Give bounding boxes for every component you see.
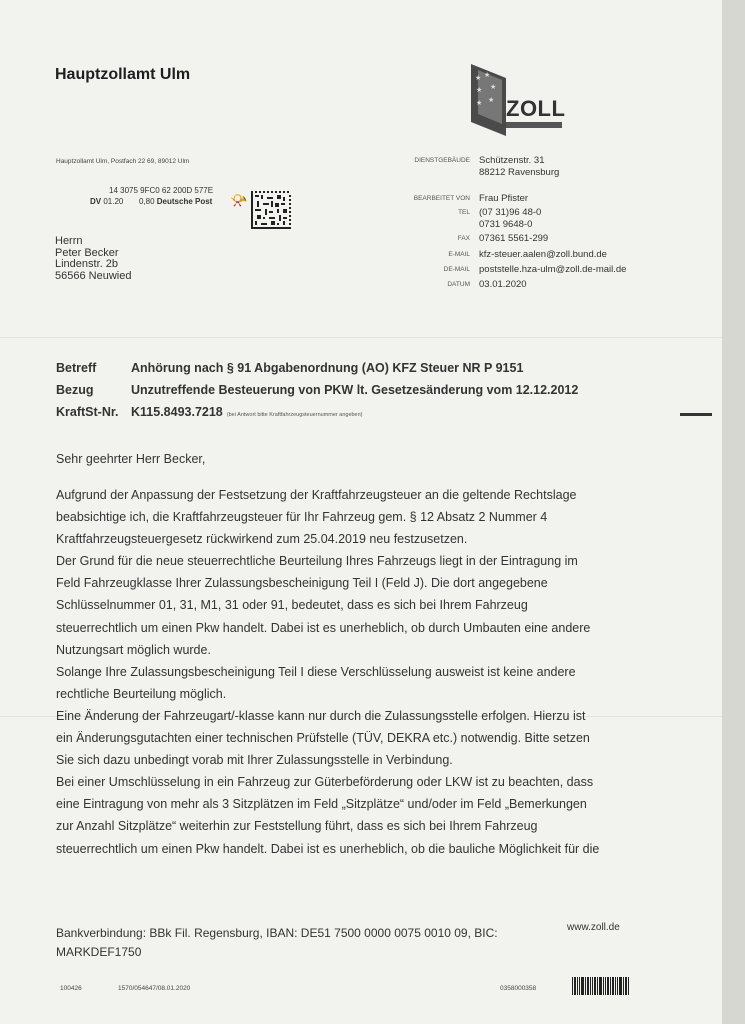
recipient-salutation: Herrn xyxy=(55,235,83,247)
postage-dv: DV xyxy=(90,197,102,206)
body-line: steuerrechtlich um einen Pkw handelt. Dabei ist es unerheblich, ob durch Umbauten eine andere xyxy=(56,620,591,635)
tel-number-1: (07 31)96 48-0 xyxy=(479,207,542,218)
body-line: Solange Ihre Zulassungsbescheinigung Teil I diese Verschlüsselung ausweist ist keine andere xyxy=(56,664,576,679)
tel-label: TEL xyxy=(458,209,470,216)
body-line: Schlüsselnummer 01, 31, M1, 31 oder 91, bedeutet, dass es sich bei Ihrem Fahrzeug xyxy=(56,598,528,613)
body-line: Sie sich dazu unbedingt vorab mit Ihrer Zulassungsstelle in Verbindung. xyxy=(56,753,453,768)
kraftst-number-line xyxy=(131,405,363,419)
post-horn-icon: 📯 xyxy=(230,192,248,208)
office-label: DIENSTGEBÄUDE xyxy=(414,157,470,164)
body-line: Der Grund für die neue steuerrechtliche Beurteilung Ihres Fahrzeugs liegt in der Eintragung im xyxy=(56,554,578,569)
body-line: ein Änderungsgutachten einer technischen Prüfstelle (TÜV, DEKRA etc.) notwendig. Bitte setzen xyxy=(56,731,590,746)
betreff-label: Betreff xyxy=(56,361,97,375)
body-line: Kraftfahrzeugsteuergesetz rückwirkend zum 25.04.2019 neu festzusetzen. xyxy=(56,532,468,547)
handler-label: BEARBEITET VON xyxy=(413,195,470,202)
postage-code: 14 3075 9FC0 62 200D 577E xyxy=(109,186,214,195)
office-line2: 88212 Ravensburg xyxy=(479,167,560,178)
postage-line xyxy=(90,197,212,206)
postage-price: 0,80 xyxy=(138,197,155,206)
kraftst-number: K115.8493.7218 xyxy=(131,405,223,419)
recipient-name: Peter Becker xyxy=(55,246,119,259)
svg-text:★: ★ xyxy=(484,72,491,79)
kraftst-note: (bei Antwort bitte Kraftfahrzeugsteuernummer angeben) xyxy=(226,412,363,418)
body-line: eine Eintragung von mehr als 3 Sitzplätzen im Feld „Sitzplätze“ und/oder im Feld „Bemerkungen xyxy=(56,797,587,812)
bank-details: Bankverbindung: BBk Fil. Regensburg, IBAN: DE51 7500 0000 0075 0010 09, BIC: MARKDEF1750 xyxy=(56,926,498,959)
footer-ref-1: 100426 xyxy=(60,985,82,992)
body-line: Aufgrund der Anpassung der Festsetzung der Kraftfahrzeugsteuer an die geltende Rechtslage xyxy=(56,488,577,502)
betreff-value: Anhörung nach § 91 Abgabenordnung (AO) KFZ Steuer NR P 9151 xyxy=(131,361,524,375)
recipient-address xyxy=(55,236,131,282)
recipient-city: 56566 Neuwied xyxy=(55,269,132,282)
body-line: rechtliche Beurteilung möglich. xyxy=(56,686,227,701)
body-line: Nutzungsart möglich wurde. xyxy=(56,642,211,657)
body-line: beabsichtige ich, die Kraftfahrzeugsteuer für Ihr Fahrzeug gem. § 12 Absatz 2 Nummer 4 xyxy=(56,510,548,525)
bezug-value: Unzutreffende Besteuerung von PKW lt. Gesetzesänderung vom 12.12.2012 xyxy=(131,383,579,397)
letter-salutation: Sehr geehrter Herr Becker, xyxy=(56,452,206,466)
letter-date: 03.01.2020 xyxy=(479,279,527,290)
svg-text:★: ★ xyxy=(488,97,495,104)
zoll-logo-text: ZOLL xyxy=(506,96,566,121)
date-label: DATUM xyxy=(447,281,470,288)
email-label: E-MAIL xyxy=(448,251,470,258)
demail-address: poststelle.hza-ulm@zoll.de-mail.de xyxy=(479,264,627,275)
office-line1: Schützenstr. 31 xyxy=(479,155,545,166)
body-line: Feld Fahrzeugklasse Ihrer Zulassungsbescheinigung Teil I (Feld J). Die dort angegebene xyxy=(56,576,548,591)
handler-name: Frau Pfister xyxy=(479,193,529,204)
svg-text:★: ★ xyxy=(476,87,483,94)
footer-ref-2: 1570/054647/08.01.2020 xyxy=(118,985,191,992)
return-address-line: Hauptzollamt Ulm, Postfach 22 69, 89012 Ulm xyxy=(56,158,190,165)
recipient-street: Lindenstr. 2b xyxy=(55,258,118,271)
footer-ref-3: 0358000358 xyxy=(500,985,537,992)
letter-body xyxy=(56,484,656,860)
website-link[interactable]: www.zoll.de xyxy=(567,922,620,933)
svg-text:★: ★ xyxy=(490,84,497,91)
body-line: Eine Änderung der Fahrzeugart/-klasse kann nur durch die Zulassungsstelle erfolgen. Hierzu ist xyxy=(56,708,586,723)
fold-mark xyxy=(680,413,712,416)
postage-carrier: Deutsche Post xyxy=(156,197,213,206)
bezug-label: Bezug xyxy=(56,383,94,397)
fax-label: FAX xyxy=(457,235,470,242)
paper-fold-line xyxy=(0,337,722,338)
barcode-icon xyxy=(572,977,630,995)
kraftst-label: KraftSt-Nr. xyxy=(56,405,119,419)
logo-underline xyxy=(506,122,562,128)
body-line: steuerrechtlich um einen Pkw handelt. Dabei ist es unerheblich, ob die bauliche Möglichkeit für die xyxy=(56,841,600,856)
body-line: Bei einer Umschlüsselung in ein Fahrzeug zur Güterbeförderung oder LKW ist zu beachten, dass xyxy=(56,775,594,790)
tel-number-2: 0731 9648-0 xyxy=(479,219,533,230)
fax-number: 07361 5561-299 xyxy=(479,233,549,244)
demail-label: DE-MAIL xyxy=(443,266,470,273)
email-address: kfz-steuer.aalen@zoll.bund.de xyxy=(479,249,607,260)
body-line: zur Anzahl Sitzplätze“ weiterhin zur Feststellung führt, dass es sich bei Ihrem Fahrzeug xyxy=(56,819,538,834)
sender-org-name: Hauptzollamt Ulm xyxy=(55,66,191,83)
datamatrix-code-icon xyxy=(251,191,291,229)
svg-text:★: ★ xyxy=(475,75,482,82)
postage-dv-date: 01.20 xyxy=(103,197,124,206)
svg-text:★: ★ xyxy=(476,100,483,107)
